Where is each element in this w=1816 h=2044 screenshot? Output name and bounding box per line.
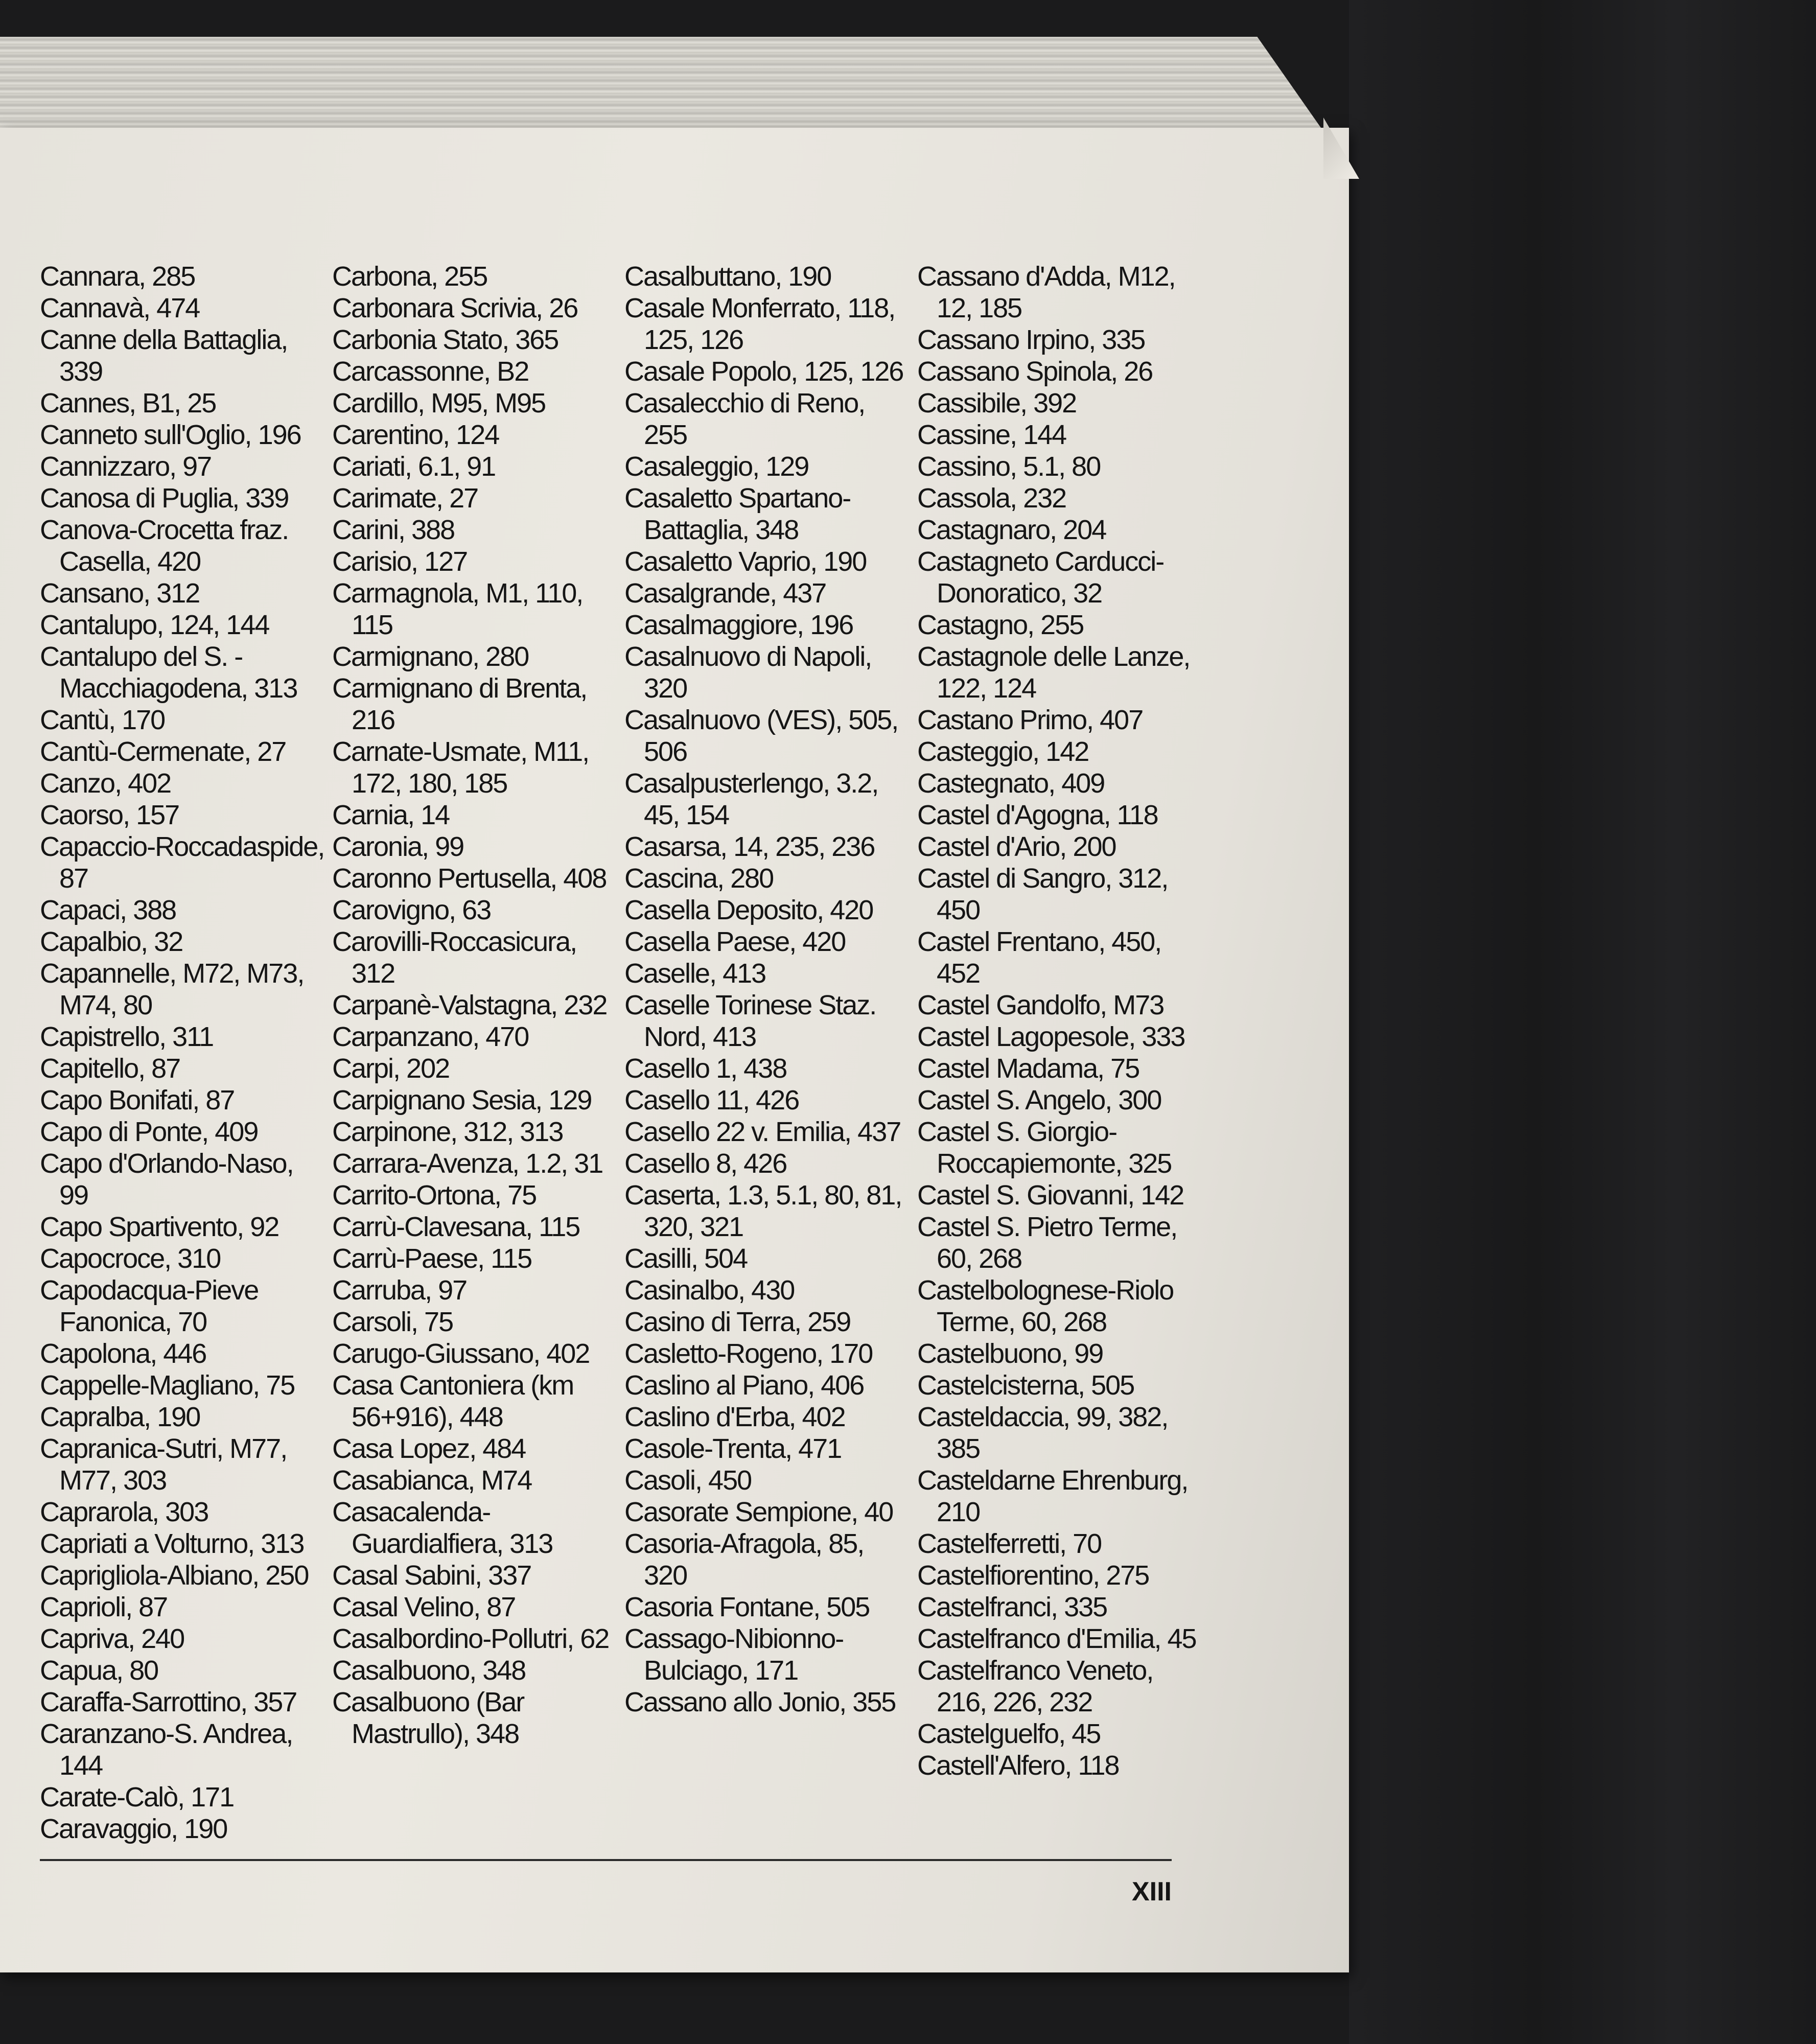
index-entry: Cantalupo, 124, 144 [40, 610, 269, 640]
index-entry: Casoria Fontane, 505 [624, 1592, 870, 1622]
index-entry: Carmignano di Brenta, 216 [332, 673, 587, 735]
index-entry: Castelguelfo, 45 [917, 1718, 1101, 1749]
index-entry: Capriati a Volturno, 313 [40, 1528, 304, 1559]
index-entry: Castelcisterna, 505 [917, 1370, 1134, 1401]
index-entry: Cantù, 170 [40, 705, 165, 735]
index-entry: Casorate Sempione, 40 [624, 1497, 893, 1527]
index-entry: Cariati, 6.1, 91 [332, 451, 496, 482]
index-entry: Carovigno, 63 [332, 895, 491, 925]
index-entry: Castel Lagopesole, 333 [917, 1021, 1185, 1052]
index-column-1 [40, 261, 326, 1845]
index-entry: Carentino, 124 [332, 420, 499, 450]
index-entry: Carrara-Avenza, 1.2, 31 [332, 1148, 603, 1179]
index-entry: Casaletto Vaprio, 190 [624, 546, 867, 577]
index-entry: Caselle Torinese Staz. Nord, 413 [624, 990, 876, 1052]
index-entry: Cassago-Nibionno-Bulciago, 171 [624, 1623, 844, 1686]
index-entry: Carimate, 27 [332, 483, 478, 514]
index-entry: Casalbuono, 348 [332, 1655, 526, 1686]
index-entry: Carini, 388 [332, 515, 455, 545]
index-entry: Castel di Sangro, 312, 450 [917, 863, 1168, 925]
index-entry: Casalbuono (Bar Mastrullo), 348 [332, 1687, 524, 1749]
index-entry: Canosa di Puglia, 339 [40, 483, 289, 514]
index-entry: Casabianca, M74 [332, 1465, 532, 1496]
index-entry: Castel Madama, 75 [917, 1053, 1139, 1084]
index-entry: Casale Monferrato, 118, 125, 126 [624, 293, 895, 355]
index-entry: Carmignano, 280 [332, 641, 529, 672]
index-entry: Cannes, B1, 25 [40, 388, 216, 419]
index-entry: Canne della Battaglia, 339 [40, 324, 288, 387]
index-entry: Carpanè-Valstagna, 232 [332, 990, 607, 1020]
index-entry: Carate-Calò, 171 [40, 1782, 234, 1813]
index-entry: Casoria-Afragola, 85, 320 [624, 1528, 864, 1591]
index-entry: Casal Velino, 87 [332, 1592, 516, 1622]
index-entry: Casoli, 450 [624, 1465, 752, 1496]
index-entry: Capua, 80 [40, 1655, 158, 1686]
index-entry: Casalbordino-Pollutri, 62 [332, 1623, 609, 1654]
index-entry: Caprigliola-Albiano, 250 [40, 1560, 309, 1591]
index-entry: Casilli, 504 [624, 1243, 748, 1274]
index-entry: Carpinone, 312, 313 [332, 1117, 563, 1147]
index-entry: Capannelle, M72, M73, M74, 80 [40, 958, 304, 1020]
index-entry: Cansano, 312 [40, 578, 200, 609]
index-entry: Capo di Ponte, 409 [40, 1117, 258, 1147]
index-entry: Cassano Spinola, 26 [917, 356, 1153, 387]
index-entry: Casarsa, 14, 235, 236 [624, 831, 875, 862]
index-entry: Castagnaro, 204 [917, 515, 1106, 545]
index-entry: Castel d'Ario, 200 [917, 831, 1116, 862]
index-entry: Castagno, 255 [917, 610, 1084, 640]
index-entry: Casello 22 v. Emilia, 437 [624, 1117, 901, 1147]
index-entry: Cassino, 5.1, 80 [917, 451, 1101, 482]
index-entry: Carsoli, 75 [332, 1307, 453, 1337]
index-entry: Caslino d'Erba, 402 [624, 1402, 845, 1432]
index-entry: Capodacqua-Pieve Fanonica, 70 [40, 1275, 259, 1337]
page-number: XIII [1131, 1877, 1172, 1907]
index-column-4 [917, 261, 1203, 1781]
index-entry: Carrito-Ortona, 75 [332, 1180, 537, 1211]
index-entry: Casaletto Spartano-Battaglia, 348 [624, 483, 851, 545]
index-entry: Carpi, 202 [332, 1053, 450, 1084]
background-dark-surface [1349, 0, 1816, 2044]
index-entry: Casino di Terra, 259 [624, 1307, 851, 1337]
index-entry: Carpanzano, 470 [332, 1021, 529, 1052]
index-entry: Carrù-Clavesana, 115 [332, 1212, 580, 1242]
index-entry: Casteldaccia, 99, 382, 385 [917, 1402, 1168, 1464]
index-entry: Carcassonne, B2 [332, 356, 529, 387]
index-entry: Cassano Irpino, 335 [917, 324, 1145, 355]
index-entry: Casal Sabini, 337 [332, 1560, 531, 1591]
index-entry: Capistrello, 311 [40, 1021, 214, 1052]
index-entry: Castell'Alfero, 118 [917, 1750, 1119, 1781]
index-entry: Canova-Crocetta fraz. Casella, 420 [40, 515, 289, 577]
index-entry: Cascina, 280 [624, 863, 774, 894]
index-entry: Cappelle-Magliano, 75 [40, 1370, 295, 1401]
index-entry: Capo d'Orlando-Naso, 99 [40, 1148, 293, 1211]
index-entry: Castel d'Agogna, 118 [917, 800, 1158, 830]
index-column-3 [624, 261, 911, 1718]
index-entry: Capaci, 388 [40, 895, 176, 925]
index-entry: Capolona, 446 [40, 1338, 206, 1369]
index-entry: Caravaggio, 190 [40, 1814, 227, 1844]
index-entry: Casale Popolo, 125, 126 [624, 356, 903, 387]
index-entry: Casello 1, 438 [624, 1053, 787, 1084]
index-entry: Castelfranco d'Emilia, 45 [917, 1623, 1196, 1654]
index-entry: Casalpusterlengo, 3.2, 45, 154 [624, 768, 878, 830]
index-entry: Casalgrande, 437 [624, 578, 826, 609]
index-entry: Casalbuttano, 190 [624, 261, 831, 292]
index-entry: Capalbio, 32 [40, 926, 183, 957]
index-entry: Cassine, 144 [917, 420, 1066, 450]
index-entry: Cantù-Cermenate, 27 [40, 736, 286, 767]
index-entry: Caronno Pertusella, 408 [332, 863, 607, 894]
index-entry: Cannavà, 474 [40, 293, 200, 323]
index-entry: Caprarola, 303 [40, 1497, 208, 1527]
index-entry: Castel S. Angelo, 300 [917, 1085, 1161, 1116]
index-entry: Castelbuono, 99 [917, 1338, 1103, 1369]
index-entry: Carbonia Stato, 365 [332, 324, 558, 355]
index-entry: Castano Primo, 407 [917, 705, 1143, 735]
index-entry: Casinalbo, 430 [624, 1275, 795, 1306]
index-entry: Cantalupo del S. - Macchiagodena, 313 [40, 641, 297, 704]
index-entry: Carugo-Giussano, 402 [332, 1338, 590, 1369]
index-entry: Castelferretti, 70 [917, 1528, 1102, 1559]
index-entry: Canneto sull'Oglio, 196 [40, 420, 301, 450]
index-entry: Caslino al Piano, 406 [624, 1370, 864, 1401]
index-entry: Cannizzaro, 97 [40, 451, 212, 482]
index-entry: Capitello, 87 [40, 1053, 180, 1084]
index-entry: Caselle, 413 [624, 958, 766, 989]
index-entry: Casello 8, 426 [624, 1148, 787, 1179]
index-entry: Casalnuovo (VES), 505, 506 [624, 705, 898, 767]
index-entry: Casalnuovo di Napoli, 320 [624, 641, 872, 704]
index-entry: Casacalenda-Guardialfiera, 313 [332, 1497, 553, 1559]
index-entry: Casole-Trenta, 471 [624, 1433, 842, 1464]
index-entry: Casteldarne Ehrenburg, 210 [917, 1465, 1188, 1527]
index-entry: Caprioli, 87 [40, 1592, 168, 1622]
index-entry: Caorso, 157 [40, 800, 179, 830]
index-entry: Castel S. Giovanni, 142 [917, 1180, 1184, 1211]
index-entry: Castel Frentano, 450, 452 [917, 926, 1161, 989]
index-entry: Castelfranco Veneto, 216, 226, 232 [917, 1655, 1153, 1717]
index-entry: Capralba, 190 [40, 1402, 200, 1432]
index-entry: Castel S. Giorgio-Roccapiemonte, 325 [917, 1117, 1172, 1179]
index-column-2 [332, 261, 618, 1750]
index-entry: Casa Lopez, 484 [332, 1433, 526, 1464]
index-entry: Canzo, 402 [40, 768, 171, 799]
index-entry: Cannara, 285 [40, 261, 195, 292]
index-entry: Castagneto Carducci-Donoratico, 32 [917, 546, 1164, 609]
index-entry: Carmagnola, M1, 110, 115 [332, 578, 583, 640]
index-entry: Caserta, 1.3, 5.1, 80, 81, 320, 321 [624, 1180, 902, 1242]
index-entry: Cassibile, 392 [917, 388, 1077, 419]
index-entry: Capriva, 240 [40, 1623, 184, 1654]
index-entry: Casaleggio, 129 [624, 451, 809, 482]
index-entry: Carruba, 97 [332, 1275, 467, 1306]
index-entry: Castegnato, 409 [917, 768, 1105, 799]
index-entry: Castelfiorentino, 275 [917, 1560, 1149, 1591]
index-entry: Cardillo, M95, M95 [332, 388, 546, 419]
index-entry: Cassano allo Jonio, 355 [624, 1687, 896, 1717]
index-entry: Capocroce, 310 [40, 1243, 221, 1274]
book-page-edges [0, 37, 1323, 131]
index-entry: Castel S. Pietro Terme, 60, 268 [917, 1212, 1177, 1274]
index-entry: Capo Spartivento, 92 [40, 1212, 279, 1242]
index-entry: Cassano d'Adda, M12, 12, 185 [917, 261, 1175, 323]
index-entry: Castel Gandolfo, M73 [917, 990, 1164, 1020]
index-entry: Cassola, 232 [917, 483, 1066, 514]
index-entry: Casa Cantoniera (km 56+916), 448 [332, 1370, 574, 1432]
index-entry: Castagnole delle Lanze, 122, 124 [917, 641, 1190, 704]
index-entry: Casalecchio di Reno, 255 [624, 388, 865, 450]
index-entry: Carrù-Paese, 115 [332, 1243, 532, 1274]
index-entry: Carpignano Sesia, 129 [332, 1085, 592, 1116]
index-entry: Casello 11, 426 [624, 1085, 799, 1116]
index-entry: Casteggio, 142 [917, 736, 1089, 767]
index-entry: Caranzano-S. Andrea, 144 [40, 1718, 293, 1781]
footer-rule [40, 1859, 1172, 1861]
index-entry: Carnia, 14 [332, 800, 450, 830]
index-entry: Casella Deposito, 420 [624, 895, 873, 925]
index-entry: Capo Bonifati, 87 [40, 1085, 235, 1116]
index-entry: Capranica-Sutri, M77, M77, 303 [40, 1433, 287, 1496]
index-entry: Casella Paese, 420 [624, 926, 846, 957]
index-entry: Caronia, 99 [332, 831, 464, 862]
index-entry: Carovilli-Roccasicura, 312 [332, 926, 577, 989]
index-entry: Castelfranci, 335 [917, 1592, 1107, 1622]
index-entry: Carnate-Usmate, M11, 172, 180, 185 [332, 736, 589, 799]
index-entry: Carbona, 255 [332, 261, 487, 292]
index-entry: Caraffa-Sarrottino, 357 [40, 1687, 297, 1717]
index-entry: Capaccio-Roccadaspide, 87 [40, 831, 324, 894]
index-entry: Castelbolognese-Riolo Terme, 60, 268 [917, 1275, 1174, 1337]
index-entry: Casalmaggiore, 196 [624, 610, 853, 640]
index-entry: Carisio, 127 [332, 546, 468, 577]
index-entry: Casletto-Rogeno, 170 [624, 1338, 873, 1369]
index-entry: Carbonara Scrivia, 26 [332, 293, 578, 323]
